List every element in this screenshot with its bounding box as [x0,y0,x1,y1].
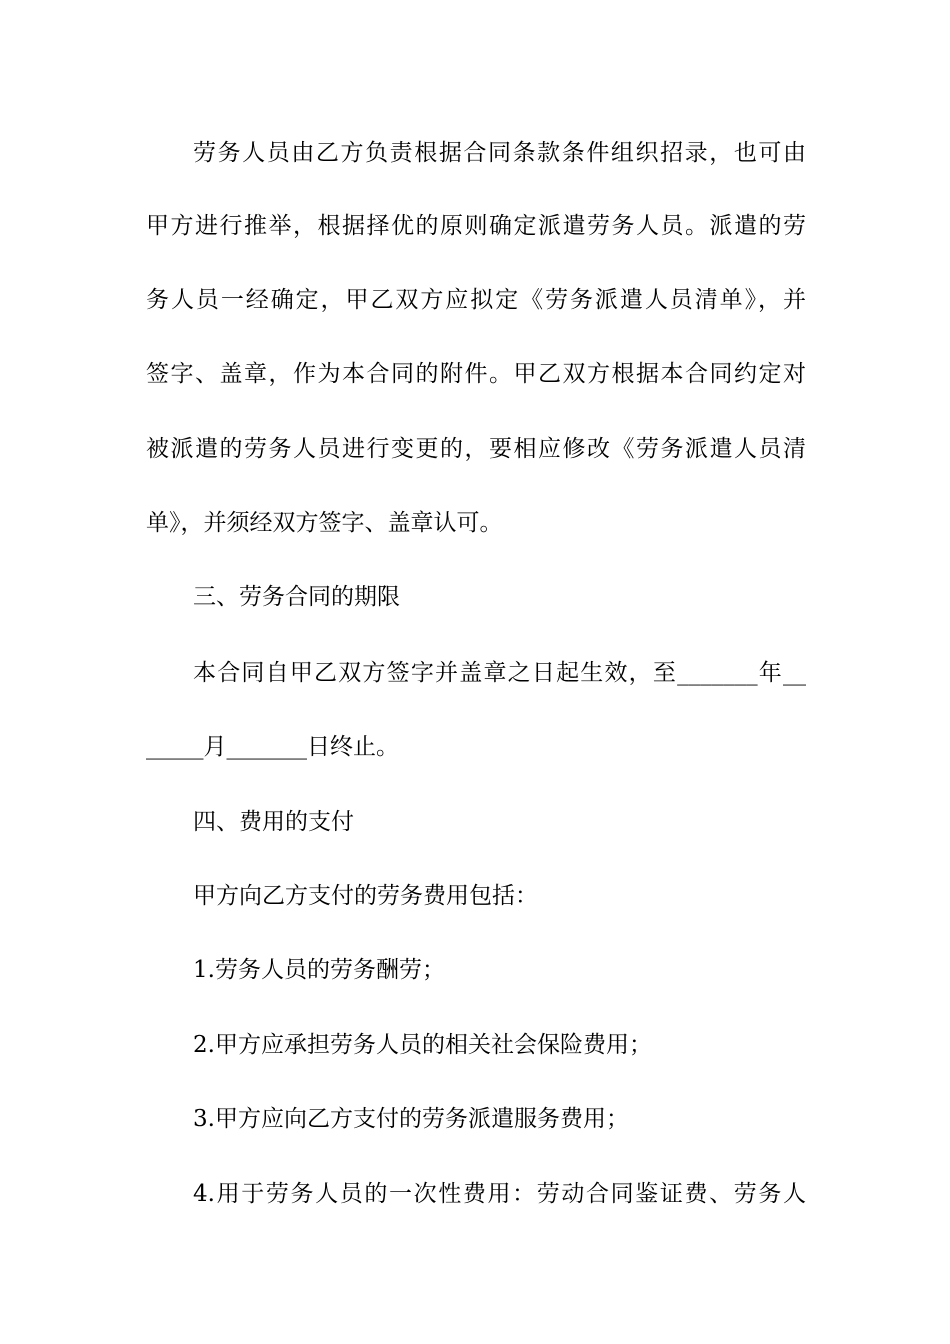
section-4-heading: 四、费用的支付 [193,809,354,835]
fee-list-item-3: 3.甲方应向乙方支付的劳务派遣服务费用； [193,1106,629,1132]
paragraph-staffing-line-5: 被派遣的劳务人员进行变更的，要相应修改《劳务派遣人员清 [146,436,806,462]
paragraph-staffing-line-2: 甲方进行推举，根据择优的原则确定派遣劳务人员。派遣的劳 [146,213,806,239]
paragraph-staffing-line-1: 劳务人员由乙方负责根据合同条款条件组织招录，也可由 [193,140,806,166]
paragraph-staffing-line-6: 单》，并须经双方签字、盖章认可。 [146,510,503,536]
paragraph-staffing-line-4: 签字、盖章，作为本合同的附件。甲乙双方根据本合同约定对 [146,361,806,387]
fee-list-item-1: 1.劳务人员的劳务酬劳； [193,957,445,983]
section-3-term-line-2: _____月_______日终止。 [146,734,399,760]
section-4-intro: 甲方向乙方支付的劳务费用包括： [193,883,538,909]
fee-list-item-4: 4.用于劳务人员的一次性费用：劳动合同鉴证费、劳务人 [193,1181,806,1207]
fee-list-item-2: 2.甲方应承担劳务人员的相关社会保险费用； [193,1032,652,1058]
section-3-term-line-1: 本合同自甲乙双方签字并盖章之日起生效，至_______年__ [193,660,806,686]
section-3-heading: 三、劳务合同的期限 [193,584,400,610]
paragraph-staffing-line-3: 务人员一经确定，甲乙双方应拟定《劳务派遣人员清单》，并 [146,287,806,313]
